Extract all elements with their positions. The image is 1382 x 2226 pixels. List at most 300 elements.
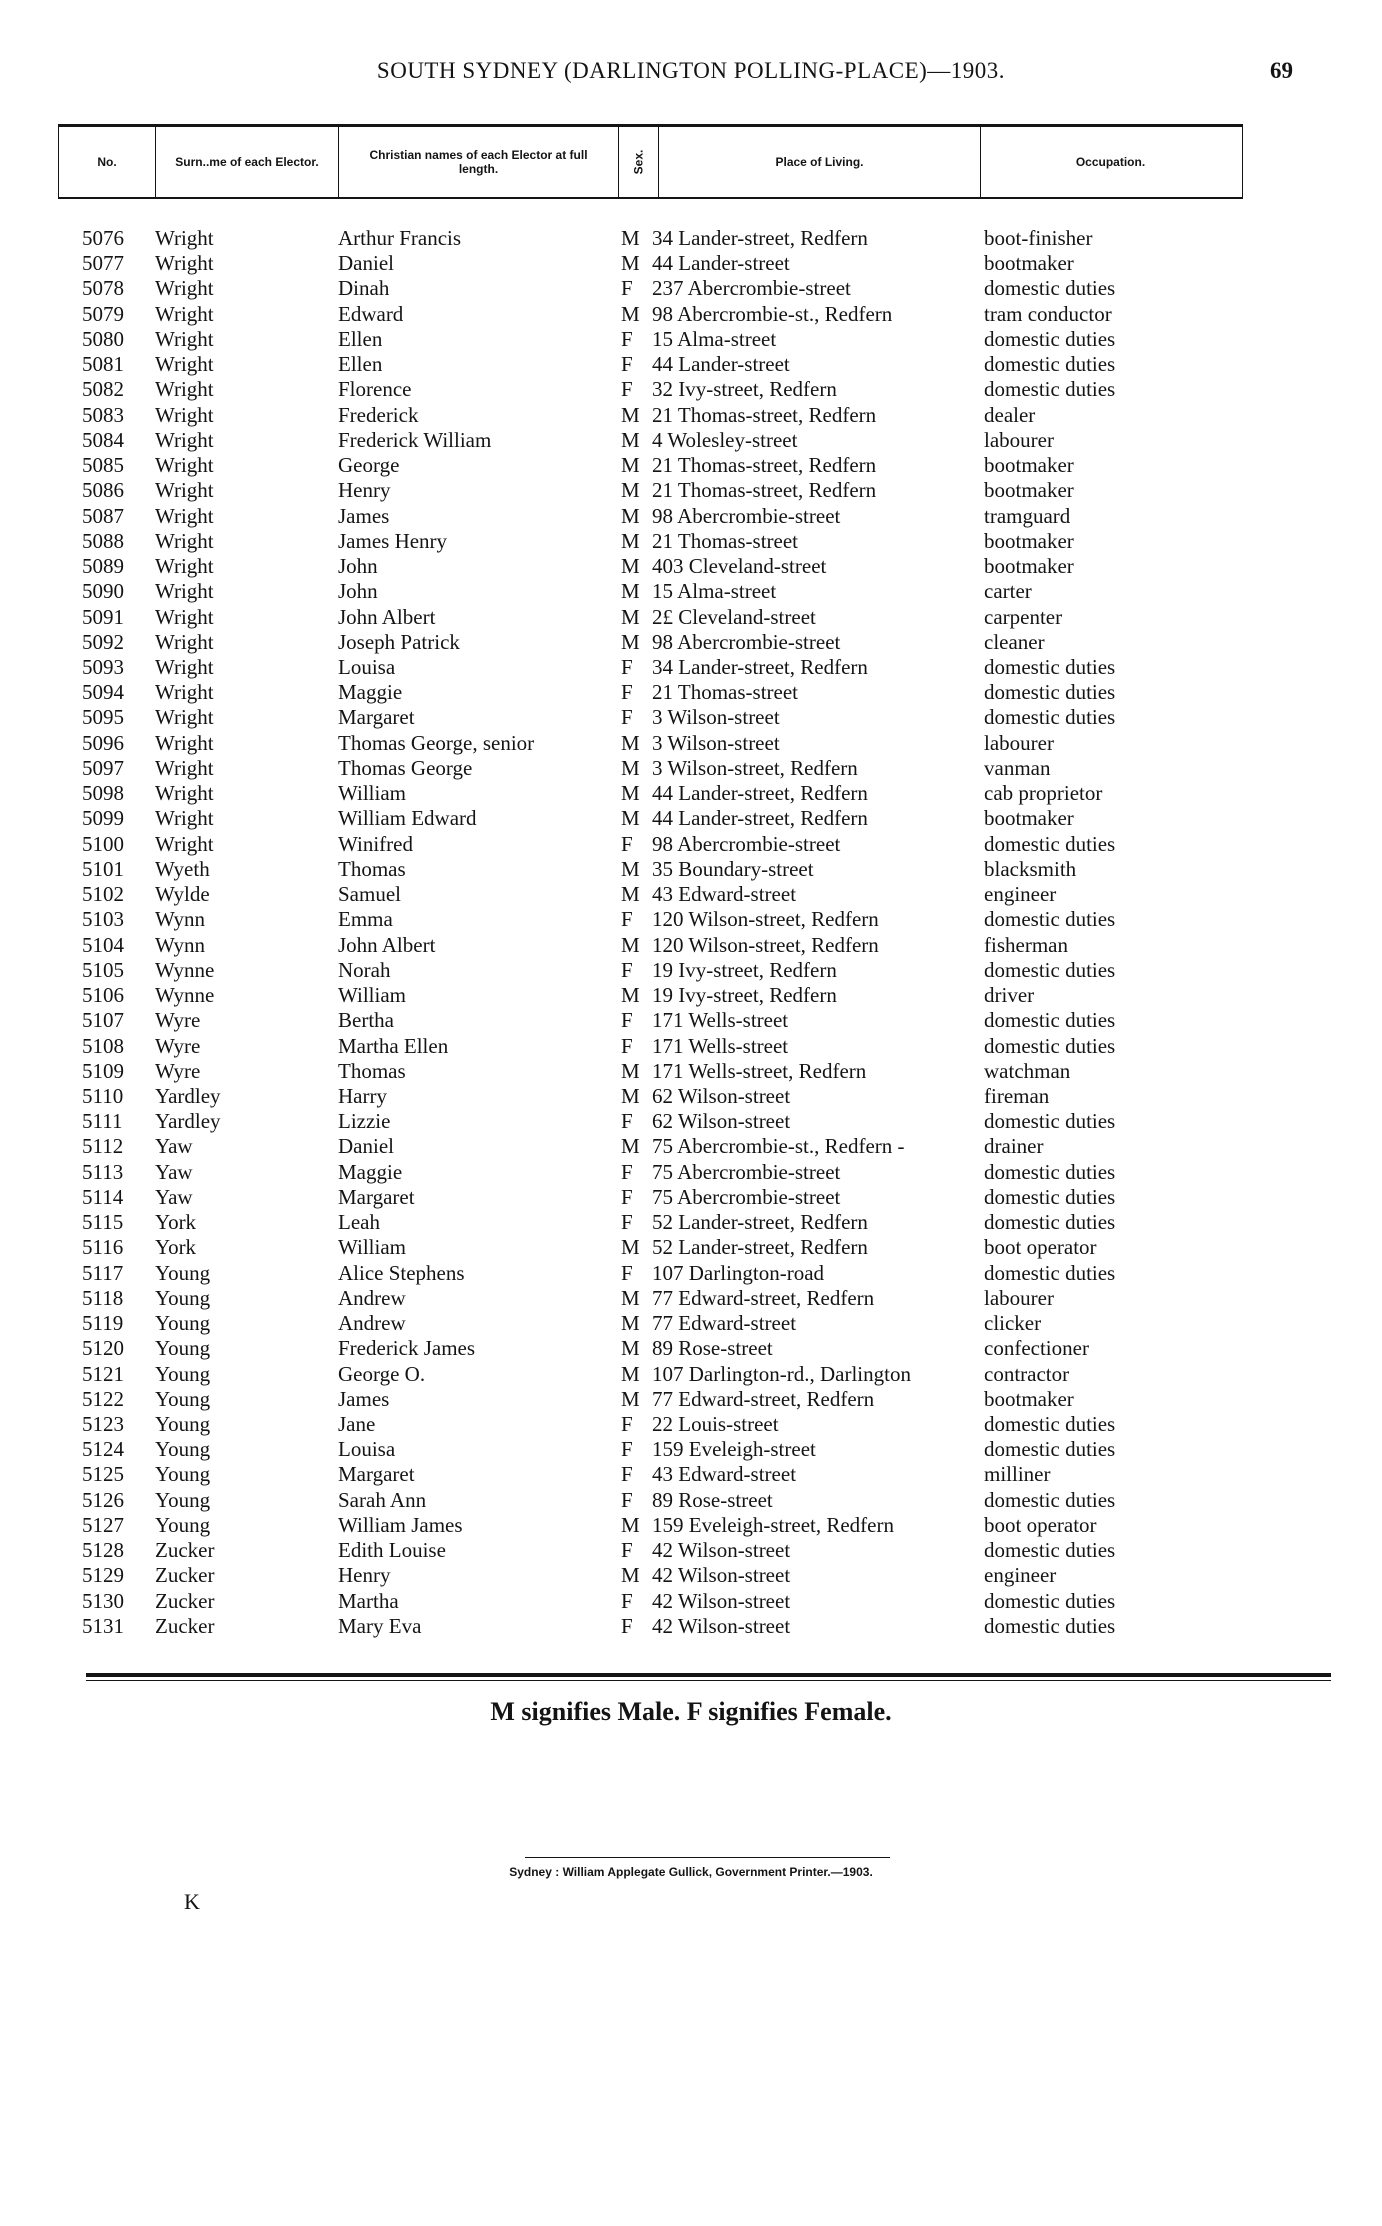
elector-number: 5089 xyxy=(82,554,124,579)
table-row xyxy=(0,504,1382,529)
elector-christian-names: Joseph Patrick xyxy=(338,629,460,654)
elector-surname: Wright xyxy=(155,554,214,579)
elector-number: 5114 xyxy=(82,1184,124,1209)
elector-surname: Young xyxy=(155,1412,211,1437)
elector-occupation: engineer xyxy=(984,882,1057,907)
signature-mark: K xyxy=(184,1889,200,1914)
elector-christian-names: Samuel xyxy=(338,882,401,907)
elector-surname: Wright xyxy=(155,503,214,528)
elector-occupation: cab proprietor xyxy=(984,781,1103,806)
elector-place-of-living: 42 Wilson-street xyxy=(652,1538,791,1563)
elector-sex: M xyxy=(621,453,640,478)
elector-surname: Young xyxy=(155,1462,211,1487)
elector-surname: Wright xyxy=(155,629,214,654)
elector-place-of-living: 77 Edward-street, Redfern xyxy=(652,1285,875,1310)
elector-place-of-living: 159 Eveleigh-street xyxy=(652,1437,816,1462)
table-row xyxy=(0,832,1382,857)
table-row xyxy=(0,1235,1382,1260)
table-row xyxy=(0,1589,1382,1614)
elector-surname: Wright xyxy=(155,730,214,755)
elector-place-of-living: 75 Abercrombie-street xyxy=(652,1184,841,1209)
elector-surname: Zucker xyxy=(155,1588,215,1613)
elector-occupation: bootmaker xyxy=(984,528,1074,553)
elector-number: 5102 xyxy=(82,882,124,907)
elector-christian-names: Sarah Ann xyxy=(338,1487,427,1512)
elector-sex: M xyxy=(621,226,640,250)
elector-number: 5117 xyxy=(82,1260,124,1285)
elector-occupation: domestic duties xyxy=(984,1109,1116,1134)
elector-number: 5083 xyxy=(82,402,124,427)
elector-christian-names: George O. xyxy=(338,1361,426,1386)
elector-occupation: domestic duties xyxy=(984,957,1116,982)
elector-occupation: domestic duties xyxy=(984,907,1116,932)
table-row xyxy=(0,428,1382,453)
elector-christian-names: William James xyxy=(338,1512,463,1537)
elector-surname: Yaw xyxy=(155,1159,193,1184)
elector-occupation: domestic duties xyxy=(984,1437,1116,1462)
table-row xyxy=(0,1614,1382,1639)
table-row xyxy=(0,327,1382,352)
elector-sex: M xyxy=(621,1058,640,1083)
elector-christian-names: William xyxy=(338,1235,406,1260)
elector-place-of-living: 21 Thomas-street, Redfern xyxy=(652,402,877,427)
elector-place-of-living: 77 Edward-street, Redfern xyxy=(652,1386,875,1411)
elector-christian-names: Alice Stephens xyxy=(338,1260,465,1285)
elector-surname: Wright xyxy=(155,377,214,402)
table-row xyxy=(0,276,1382,301)
elector-surname: Wright xyxy=(155,402,214,427)
elector-sex: M xyxy=(621,427,640,452)
elector-place-of-living: 21 Thomas-street xyxy=(652,528,798,553)
elector-occupation: bootmaker xyxy=(984,478,1074,503)
elector-number: 5120 xyxy=(82,1336,124,1361)
table-row xyxy=(0,983,1382,1008)
elector-place-of-living: 403 Cleveland-street xyxy=(652,554,827,579)
elector-surname: Wright xyxy=(155,604,214,629)
elector-christian-names: Edith Louise xyxy=(338,1538,446,1563)
table-row xyxy=(0,529,1382,554)
elector-christian-names: John xyxy=(338,579,378,604)
table-row xyxy=(0,605,1382,630)
elector-place-of-living: 171 Wells-street xyxy=(652,1033,789,1058)
elector-occupation: cleaner xyxy=(984,629,1045,654)
elector-sex: F xyxy=(621,1159,633,1184)
elector-number: 5090 xyxy=(82,579,124,604)
elector-number: 5097 xyxy=(82,755,124,780)
elector-sex: M xyxy=(621,1235,640,1260)
elector-place-of-living: 120 Wilson-street, Redfern xyxy=(652,932,879,957)
table-row xyxy=(0,302,1382,327)
elector-sex: M xyxy=(621,1386,640,1411)
elector-christian-names: Dinah xyxy=(338,276,390,301)
elector-christian-names: Thomas George xyxy=(338,755,473,780)
elector-place-of-living: 62 Wilson-street xyxy=(652,1109,791,1134)
elector-number: 5096 xyxy=(82,730,124,755)
table-row xyxy=(0,1185,1382,1210)
elector-occupation: milliner xyxy=(984,1462,1051,1487)
footer-rule xyxy=(86,1673,1331,1677)
elector-number: 5131 xyxy=(82,1613,124,1638)
elector-christian-names: Daniel xyxy=(338,251,394,276)
elector-number: 5110 xyxy=(82,1083,124,1108)
elector-sex: M xyxy=(621,1134,640,1159)
elector-occupation: domestic duties xyxy=(984,705,1116,730)
elector-christian-names: Ellen xyxy=(338,352,383,377)
elector-occupation: domestic duties xyxy=(984,1487,1116,1512)
elector-place-of-living: 19 Ivy-street, Redfern xyxy=(652,957,837,982)
elector-list xyxy=(0,226,1382,1639)
elector-place-of-living: 3 Wilson-street xyxy=(652,730,780,755)
table-row xyxy=(0,1134,1382,1159)
column-header-no: No. xyxy=(97,155,117,169)
elector-place-of-living: 120 Wilson-street, Redfern xyxy=(652,907,879,932)
elector-number: 5099 xyxy=(82,806,124,831)
elector-number: 5100 xyxy=(82,831,124,856)
elector-occupation: domestic duties xyxy=(984,1538,1116,1563)
elector-number: 5104 xyxy=(82,932,124,957)
elector-number: 5088 xyxy=(82,528,124,553)
elector-place-of-living: 89 Rose-street xyxy=(652,1336,773,1361)
elector-surname: Young xyxy=(155,1361,211,1386)
elector-place-of-living: 171 Wells-street, Redfern xyxy=(652,1058,867,1083)
elector-number: 5107 xyxy=(82,1008,124,1033)
column-header-place-of-living: Place of Living. xyxy=(658,127,980,197)
elector-christian-names: Thomas xyxy=(338,856,406,881)
elector-number: 5124 xyxy=(82,1437,124,1462)
elector-number: 5103 xyxy=(82,907,124,932)
elector-christian-names: Ellen xyxy=(338,326,383,351)
elector-sex: M xyxy=(621,604,640,629)
elector-number: 5077 xyxy=(82,251,124,276)
elector-sex: M xyxy=(621,856,640,881)
elector-surname: Wright xyxy=(155,226,214,250)
elector-sex: M xyxy=(621,1361,640,1386)
table-row xyxy=(0,756,1382,781)
elector-number: 5122 xyxy=(82,1386,124,1411)
elector-place-of-living: 15 Alma-street xyxy=(652,326,777,351)
elector-surname: Wynne xyxy=(155,957,215,982)
table-row xyxy=(0,1311,1382,1336)
column-header-sex: Sex. xyxy=(618,127,658,197)
elector-surname: Wright xyxy=(155,528,214,553)
table-row xyxy=(0,453,1382,478)
elector-place-of-living: 52 Lander-street, Redfern xyxy=(652,1210,868,1235)
elector-number: 5093 xyxy=(82,654,124,679)
elector-sex: M xyxy=(621,478,640,503)
elector-place-of-living: 21 Thomas-street xyxy=(652,680,798,705)
elector-occupation: domestic duties xyxy=(984,1033,1116,1058)
elector-christian-names: Lizzie xyxy=(338,1109,391,1134)
elector-number: 5080 xyxy=(82,326,124,351)
elector-surname: Wright xyxy=(155,579,214,604)
elector-surname: Yaw xyxy=(155,1184,193,1209)
table-row xyxy=(0,1336,1382,1361)
elector-place-of-living: 35 Boundary-street xyxy=(652,856,814,881)
elector-number: 5079 xyxy=(82,301,124,326)
table-row xyxy=(0,1109,1382,1134)
table-row xyxy=(0,251,1382,276)
page-number: 69 xyxy=(1270,58,1293,83)
elector-christian-names: Frederick James xyxy=(338,1336,476,1361)
table-row xyxy=(0,1387,1382,1412)
elector-surname: Wright xyxy=(155,478,214,503)
elector-christian-names: Martha Ellen xyxy=(338,1033,449,1058)
elector-occupation: boot-finisher xyxy=(984,226,1093,250)
elector-number: 5076 xyxy=(82,226,124,250)
elector-sex: M xyxy=(621,503,640,528)
elector-sex: F xyxy=(621,1538,633,1563)
elector-surname: Zucker xyxy=(155,1563,215,1588)
elector-sex: M xyxy=(621,730,640,755)
elector-sex: M xyxy=(621,932,640,957)
elector-sex: M xyxy=(621,402,640,427)
elector-number: 5108 xyxy=(82,1033,124,1058)
elector-occupation: domestic duties xyxy=(984,654,1116,679)
elector-christian-names: Andrew xyxy=(338,1285,406,1310)
elector-sex: M xyxy=(621,1083,640,1108)
table-row xyxy=(0,1084,1382,1109)
elector-place-of-living: 159 Eveleigh-street, Redfern xyxy=(652,1512,894,1537)
elector-place-of-living: 21 Thomas-street, Redfern xyxy=(652,478,877,503)
elector-christian-names: James xyxy=(338,1386,390,1411)
elector-place-of-living: 75 Abercrombie-st., Redfern - xyxy=(652,1134,905,1159)
elector-occupation: labourer xyxy=(984,1285,1054,1310)
elector-occupation: bootmaker xyxy=(984,1386,1074,1411)
elector-sex: F xyxy=(621,276,633,301)
elector-sex: M xyxy=(621,251,640,276)
elector-sex: F xyxy=(621,957,633,982)
elector-occupation: labourer xyxy=(984,730,1054,755)
elector-number: 5092 xyxy=(82,629,124,654)
elector-place-of-living: 32 Ivy-street, Redfern xyxy=(652,377,837,402)
table-row xyxy=(0,1210,1382,1235)
elector-christian-names: Florence xyxy=(338,377,412,402)
table-row xyxy=(0,1462,1382,1487)
elector-surname: Wright xyxy=(155,755,214,780)
elector-surname: Wright xyxy=(155,453,214,478)
table-row xyxy=(0,403,1382,428)
elector-place-of-living: 98 Abercrombie-street xyxy=(652,629,841,654)
elector-christian-names: George xyxy=(338,453,400,478)
elector-occupation: dealer xyxy=(984,402,1036,427)
table-row xyxy=(0,1362,1382,1387)
elector-place-of-living: 98 Abercrombie-street xyxy=(652,831,841,856)
elector-christian-names: Andrew xyxy=(338,1311,406,1336)
elector-sex: F xyxy=(621,1437,633,1462)
elector-occupation: boot operator xyxy=(984,1512,1097,1537)
elector-sex: M xyxy=(621,579,640,604)
elector-number: 5101 xyxy=(82,856,124,881)
elector-place-of-living: 19 Ivy-street, Redfern xyxy=(652,983,837,1008)
elector-sex: F xyxy=(621,1462,633,1487)
elector-occupation: driver xyxy=(984,983,1035,1008)
elector-surname: Wyre xyxy=(155,1058,201,1083)
elector-place-of-living: 15 Alma-street xyxy=(652,579,777,604)
elector-number: 5112 xyxy=(82,1134,124,1159)
elector-place-of-living: 3 Wilson-street xyxy=(652,705,780,730)
elector-christian-names: Frederick xyxy=(338,402,419,427)
table-row xyxy=(0,630,1382,655)
table-row xyxy=(0,933,1382,958)
imprint-rule xyxy=(525,1857,890,1858)
column-header-christian-names: Christian names of each Elector at full length. xyxy=(338,127,618,197)
elector-christian-names: James xyxy=(338,503,390,528)
printer-imprint: Sydney : William Applegate Gullick, Government Printer.—1903. xyxy=(509,1865,873,1879)
elector-christian-names: Margaret xyxy=(338,705,415,730)
elector-place-of-living: 21 Thomas-street, Redfern xyxy=(652,453,877,478)
elector-occupation: labourer xyxy=(984,427,1054,452)
elector-place-of-living: 34 Lander-street, Redfern xyxy=(652,226,868,250)
elector-sex: M xyxy=(621,781,640,806)
elector-surname: York xyxy=(155,1235,197,1260)
elector-sex: F xyxy=(621,1412,633,1437)
elector-occupation: carter xyxy=(984,579,1032,604)
elector-sex: F xyxy=(621,1613,633,1638)
elector-sex: F xyxy=(621,377,633,402)
elector-number: 5123 xyxy=(82,1412,124,1437)
elector-christian-names: Jane xyxy=(338,1412,376,1437)
elector-place-of-living: 44 Lander-street xyxy=(652,352,790,377)
elector-sex: F xyxy=(621,1008,633,1033)
elector-place-of-living: 42 Wilson-street xyxy=(652,1588,791,1613)
elector-place-of-living: 44 Lander-street xyxy=(652,251,790,276)
elector-surname: Wright xyxy=(155,251,214,276)
column-header-surname: Surn..me of each Elector. xyxy=(155,127,338,197)
elector-number: 5125 xyxy=(82,1462,124,1487)
elector-place-of-living: 107 Darlington-rd., Darlington xyxy=(652,1361,911,1386)
elector-place-of-living: 52 Lander-street, Redfern xyxy=(652,1235,868,1260)
elector-sex: F xyxy=(621,1588,633,1613)
table-row xyxy=(0,377,1382,402)
elector-surname: Wright xyxy=(155,831,214,856)
elector-sex: F xyxy=(621,680,633,705)
elector-christian-names: Frederick William xyxy=(338,427,492,452)
table-row xyxy=(0,226,1382,251)
elector-christian-names: Winifred xyxy=(338,831,413,856)
elector-sex: F xyxy=(621,705,633,730)
elector-christian-names: Daniel xyxy=(338,1134,394,1159)
elector-sex: F xyxy=(621,1184,633,1209)
table-row xyxy=(0,1513,1382,1538)
table-row xyxy=(0,882,1382,907)
elector-sex: F xyxy=(621,1260,633,1285)
elector-surname: Young xyxy=(155,1437,211,1462)
table-row xyxy=(0,655,1382,680)
elector-sex: M xyxy=(621,1512,640,1537)
elector-sex: M xyxy=(621,629,640,654)
elector-sex: M xyxy=(621,983,640,1008)
elector-sex: M xyxy=(621,1311,640,1336)
elector-christian-names: John Albert xyxy=(338,604,436,629)
table-row xyxy=(0,907,1382,932)
elector-number: 5086 xyxy=(82,478,124,503)
elector-number: 5121 xyxy=(82,1361,124,1386)
elector-place-of-living: 44 Lander-street, Redfern xyxy=(652,806,868,831)
table-row xyxy=(0,1008,1382,1033)
elector-number: 5078 xyxy=(82,276,124,301)
elector-surname: Wylde xyxy=(155,882,210,907)
elector-sex: F xyxy=(621,1487,633,1512)
elector-occupation: engineer xyxy=(984,1563,1057,1588)
elector-occupation: domestic duties xyxy=(984,1613,1116,1638)
elector-place-of-living: 44 Lander-street, Redfern xyxy=(652,781,868,806)
elector-place-of-living: 171 Wells-street xyxy=(652,1008,789,1033)
table-row xyxy=(0,1437,1382,1462)
table-row xyxy=(0,806,1382,831)
elector-christian-names: Martha xyxy=(338,1588,399,1613)
elector-surname: York xyxy=(155,1210,197,1235)
elector-sex: F xyxy=(621,1109,633,1134)
elector-occupation: bootmaker xyxy=(984,453,1074,478)
elector-number: 5081 xyxy=(82,352,124,377)
elector-christian-names: Harry xyxy=(338,1083,387,1108)
elector-sex: M xyxy=(621,528,640,553)
elector-christian-names: Henry xyxy=(338,478,391,503)
elector-occupation: bootmaker xyxy=(984,806,1074,831)
elector-sex: F xyxy=(621,1210,633,1235)
table-row xyxy=(0,478,1382,503)
elector-number: 5129 xyxy=(82,1563,124,1588)
elector-christian-names: Thomas George, senior xyxy=(338,730,535,755)
table-row xyxy=(0,1488,1382,1513)
elector-christian-names: Henry xyxy=(338,1563,391,1588)
elector-number: 5119 xyxy=(82,1311,124,1336)
elector-surname: Young xyxy=(155,1311,211,1336)
elector-christian-names: James Henry xyxy=(338,528,448,553)
elector-occupation: domestic duties xyxy=(984,1210,1116,1235)
elector-surname: Wynne xyxy=(155,983,215,1008)
elector-christian-names: Edward xyxy=(338,301,404,326)
elector-christian-names: William xyxy=(338,983,406,1008)
elector-christian-names: Mary Eva xyxy=(338,1613,422,1638)
table-row xyxy=(0,352,1382,377)
elector-christian-names: Louisa xyxy=(338,654,396,679)
elector-surname: Young xyxy=(155,1260,211,1285)
elector-christian-names: William Edward xyxy=(338,806,477,831)
elector-christian-names: Arthur Francis xyxy=(338,226,462,250)
table-row xyxy=(0,1059,1382,1084)
elector-sex: F xyxy=(621,654,633,679)
elector-surname: Young xyxy=(155,1386,211,1411)
elector-place-of-living: 75 Abercrombie-street xyxy=(652,1159,841,1184)
elector-surname: Wright xyxy=(155,301,214,326)
elector-occupation: blacksmith xyxy=(984,856,1077,881)
elector-place-of-living: 42 Wilson-street xyxy=(652,1613,791,1638)
elector-place-of-living: 89 Rose-street xyxy=(652,1487,773,1512)
elector-number: 5105 xyxy=(82,957,124,982)
elector-number: 5118 xyxy=(82,1285,124,1310)
elector-occupation: domestic duties xyxy=(984,1412,1116,1437)
elector-christian-names: Margaret xyxy=(338,1184,415,1209)
table-row xyxy=(0,680,1382,705)
elector-occupation: confectioner xyxy=(984,1336,1089,1361)
elector-place-of-living: 77 Edward-street xyxy=(652,1311,797,1336)
elector-surname: Wynn xyxy=(155,907,206,932)
elector-sex: M xyxy=(621,755,640,780)
elector-sex: M xyxy=(621,1285,640,1310)
elector-sex: F xyxy=(621,907,633,932)
elector-place-of-living: 237 Abercrombie-street xyxy=(652,276,851,301)
elector-surname: Wright xyxy=(155,705,214,730)
elector-number: 5087 xyxy=(82,503,124,528)
elector-sex: M xyxy=(621,301,640,326)
elector-number: 5130 xyxy=(82,1588,124,1613)
elector-christian-names: Margaret xyxy=(338,1462,415,1487)
elector-number: 5084 xyxy=(82,427,124,452)
elector-surname: Young xyxy=(155,1336,211,1361)
elector-surname: Wright xyxy=(155,654,214,679)
elector-occupation: contractor xyxy=(984,1361,1070,1386)
